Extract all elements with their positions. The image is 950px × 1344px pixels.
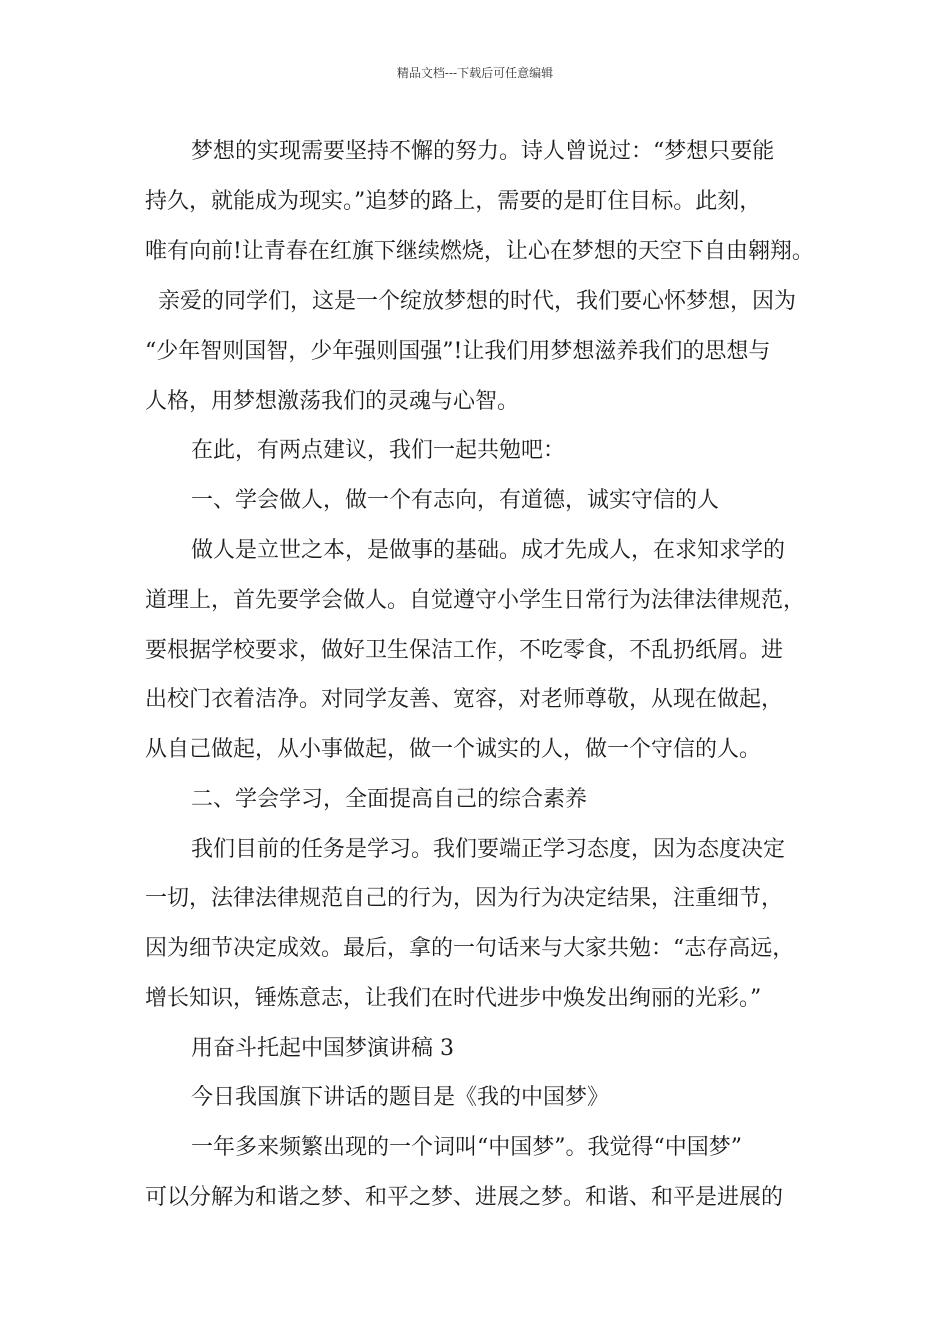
text-line: 出校门衣着洁净。对同学友善、宽容，对老师尊敬，从现在做起， (145, 687, 784, 712)
text-line: 因为细节决定成效。最后，拿的一句话来与大家共勉：“志存高远， (145, 936, 795, 961)
text-line: 亲爱的同学们，这是一个绽放梦想的时代，我们要心怀梦想，因为 (158, 289, 797, 314)
text-line: 做人是立世之本，是做事的基础。成才先成人，在求知求学的 (191, 538, 786, 563)
text-line: 要根据学校要求，做好卫生保洁工作，不吃零食，不乱扔纸屑。进 (145, 638, 784, 663)
text-line: 我们目前的任务是学习。我们要端正学习态度，因为态度决定 (191, 837, 786, 862)
text-line: 人格，用梦想激荡我们的灵魂与心智。 (145, 389, 520, 414)
text-line: 一年多来频繁出现的一个词叫“中国梦”。我觉得“中国梦” (191, 1135, 742, 1160)
text-line: 今日我国旗下讲话的题目是《我的中国梦》 (191, 1085, 610, 1110)
section-heading: 二、学会学习，全面提高自己的综合素养 (191, 787, 588, 812)
text-line: “少年智则国智，少年强则国强”!让我们用梦想滋养我们的思想与 (145, 339, 771, 364)
text-line: 增长知识，锤炼意志，让我们在时代进步中焕发出绚丽的光彩。” (145, 986, 762, 1011)
text-line: 从自己做起，从小事做起，做一个诚实的人，做一个守信的人。 (145, 737, 762, 762)
text-line: 一切，法律法律规范自己的行为，因为行为决定结果，注重细节， (145, 886, 784, 911)
speech-title: 用奋斗托起中国梦演讲稿 3 (191, 1036, 454, 1061)
text-line: 在此，有两点建议，我们一起共勉吧： (191, 438, 566, 463)
text-line: 梦想的实现需要坚持不懈的努力。诗人曾说过：“梦想只要能 (191, 139, 775, 164)
document-header: 精品文档---下载后可任意编辑 (396, 66, 554, 80)
text-line: 可以分解为和谐之梦、和平之梦、进展之梦。和谐、和平是进展的 (145, 1185, 784, 1210)
text-line: 道理上，首先要学会做人。自觉遵守小学生日常行为法律法律规范， (145, 588, 806, 613)
section-heading: 一、学会做人，做一个有志向，有道德，诚实守信的人 (191, 488, 720, 513)
text-line: 唯有向前!让青春在红旗下继续燃烧，让心在梦想的天空下自由翱翔。 (145, 239, 814, 264)
text-line: 持久，就能成为现实。”追梦的路上，需要的是盯住目标。此刻， (145, 189, 762, 214)
